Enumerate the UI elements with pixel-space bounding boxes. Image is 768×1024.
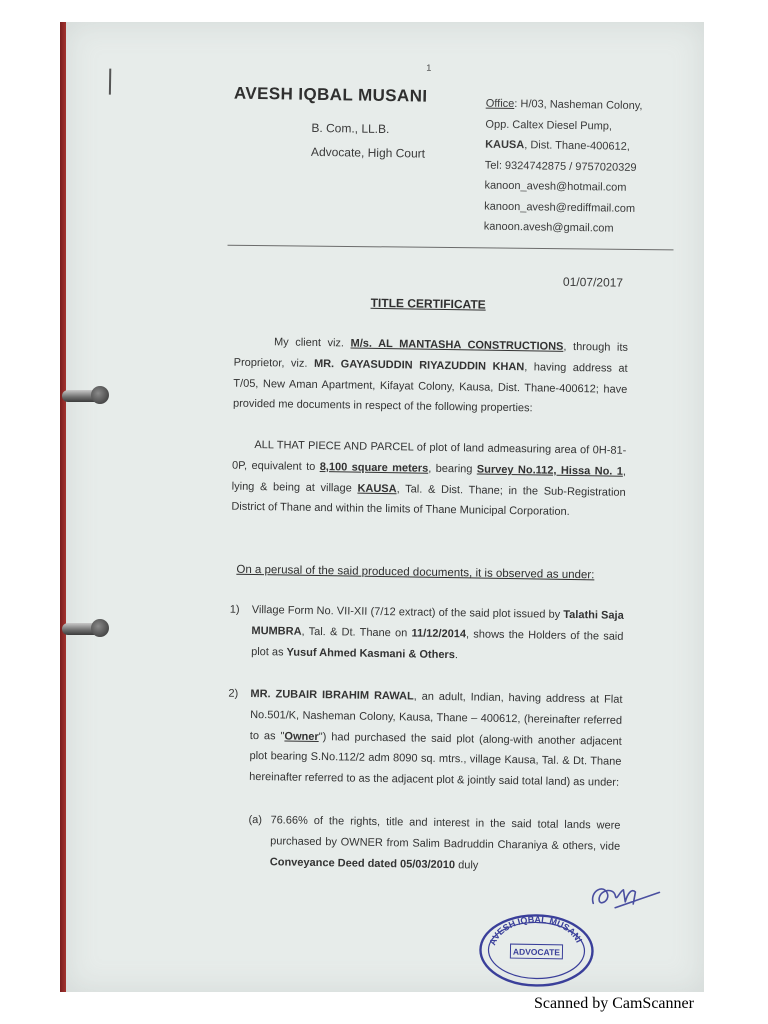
binder-ring-bottom — [62, 623, 106, 635]
paragraph-property — [231, 435, 626, 524]
stamp-center-text: ADVOCATE — [512, 946, 561, 958]
owner-name: MR. ZUBAIR IBRAHIM RAWAL — [250, 687, 414, 703]
observations-heading: On a perusal of the said produced documents, it is observed as under: — [236, 563, 595, 582]
item1-text-4: . — [454, 648, 459, 661]
advocate-title: Advocate, High Court — [310, 144, 426, 161]
page-content — [66, 22, 704, 992]
item-text — [251, 600, 624, 668]
document-page — [66, 22, 704, 992]
paragraph-client — [233, 332, 628, 421]
para2-text-3: , lying & being at village — [231, 465, 627, 495]
document-title: TITLE CERTIFICATE — [370, 295, 486, 312]
stamp-outer-text — [487, 914, 584, 948]
client-name: M/s. AL MANTASHA CONSTRUCTIONS — [350, 337, 564, 353]
signature — [585, 873, 666, 924]
item-number: 2) — [228, 687, 239, 700]
page-number: 1 — [426, 62, 432, 73]
office-line-2: Opp. Caltex Diesel Pump, — [485, 118, 613, 133]
office-address-line1: : H/03, Nasheman Colony, — [514, 98, 643, 113]
office-address-block — [484, 94, 643, 240]
scanner-watermark: Scanned by CamScanner — [534, 995, 694, 1012]
item1-text-2: , Tal. & Dt. Thane on — [301, 625, 412, 640]
office-email-3: kanoon.avesh@gmail.com — [483, 220, 614, 235]
office-telephone: Tel: 9324742875 / 9757020329 — [484, 159, 637, 174]
para2-text-2: , bearing — [428, 462, 477, 476]
conveyance-deed: Conveyance Deed dated 05/03/2010 — [269, 855, 456, 871]
stamp-arc-text: AVESH IQBAL MUSANI — [487, 914, 585, 947]
owner-term: Owner — [284, 730, 319, 743]
item2a-text-2: duly — [454, 858, 479, 872]
letterhead-divider — [228, 245, 674, 251]
item-text — [249, 684, 623, 794]
property-area: 8,100 square meters — [319, 460, 429, 475]
para1-text-1: My client viz. — [273, 336, 351, 350]
office-email-1: kanoon_avesh@hotmail.com — [484, 179, 627, 194]
talathi-name: Talathi Saja MUMBRA — [251, 608, 624, 638]
item-number: 1) — [229, 603, 240, 616]
office-city: KAUSA — [485, 138, 525, 152]
item2-text-1: , an adult, Indian, having address at Flat No.501/K, Nasheman Colony, Kausa, Thane – 400612, (hereinafter referred to as " — [249, 690, 623, 743]
binder-ring-top — [62, 390, 106, 402]
office-district: , Dist. Thane-400612, — [524, 139, 630, 153]
advocate-name: AVESH IQBAL MUSANI — [233, 83, 428, 106]
village-name: KAUSA — [357, 482, 397, 495]
office-label: Office — [485, 97, 515, 111]
office-email-2: kanoon_avesh@rediffmail.com — [484, 200, 636, 215]
item2a-text-1: 76.66% of the rights, title and interest in the said total lands were purchased by OWNER from Salim Badruddin Charaniya & others, vide — [270, 814, 621, 853]
item2-text-2: ") had purchased the said plot (along-with another adjacent plot bearing S.No.112/2 adm 8090 sq. mtrs., village Kausa, Tal. & Dt. Thane hereinafter referred to as the adjacent plot & jointly said total land) as under: — [249, 730, 622, 789]
holders-name: Yusuf Ahmed Kasmani & Others — [286, 646, 455, 661]
para1-text-2: , through its Proprietor, viz. — [233, 340, 629, 370]
item1-text-3: , shows the Holders of the said plot as — [251, 628, 624, 659]
para2-text-1: ALL THAT PIECE AND PARCEL of plot of land admeasuring area of 0H-81-0P, equivalent to — [231, 438, 627, 473]
item-text — [270, 810, 621, 878]
para1-text-3: , having address at T/05, New Aman Apartment, Kifayat Colony, Kausa, Dist. Thane-400612; have provided me documents in respect of the following properties: — [232, 361, 628, 415]
item1-text-1: Village Form No. VII-XII (7/12 extract) of the said plot issued by — [251, 603, 564, 621]
advocate-qualification: B. Com., LL.B. — [311, 120, 390, 137]
survey-number: Survey No.112, Hissa No. 1 — [476, 463, 624, 478]
para2-text-4: , Tal. & Dist. Thane; in the Sub-Registration District of Thane and within the limits of Thane Municipal Corporation. — [231, 482, 626, 519]
item-number: (a) — [248, 813, 263, 827]
office-line-3 — [485, 135, 642, 158]
document-date: 01/07/2017 — [562, 274, 624, 290]
pen-mark — [109, 69, 111, 95]
extract-date: 11/12/2014 — [411, 627, 467, 641]
office-line-1 — [486, 94, 643, 117]
advocate-stamp — [476, 910, 597, 992]
proprietor-name: MR. GAYASUDDIN RIYAZUDDIN KHAN — [313, 357, 525, 374]
